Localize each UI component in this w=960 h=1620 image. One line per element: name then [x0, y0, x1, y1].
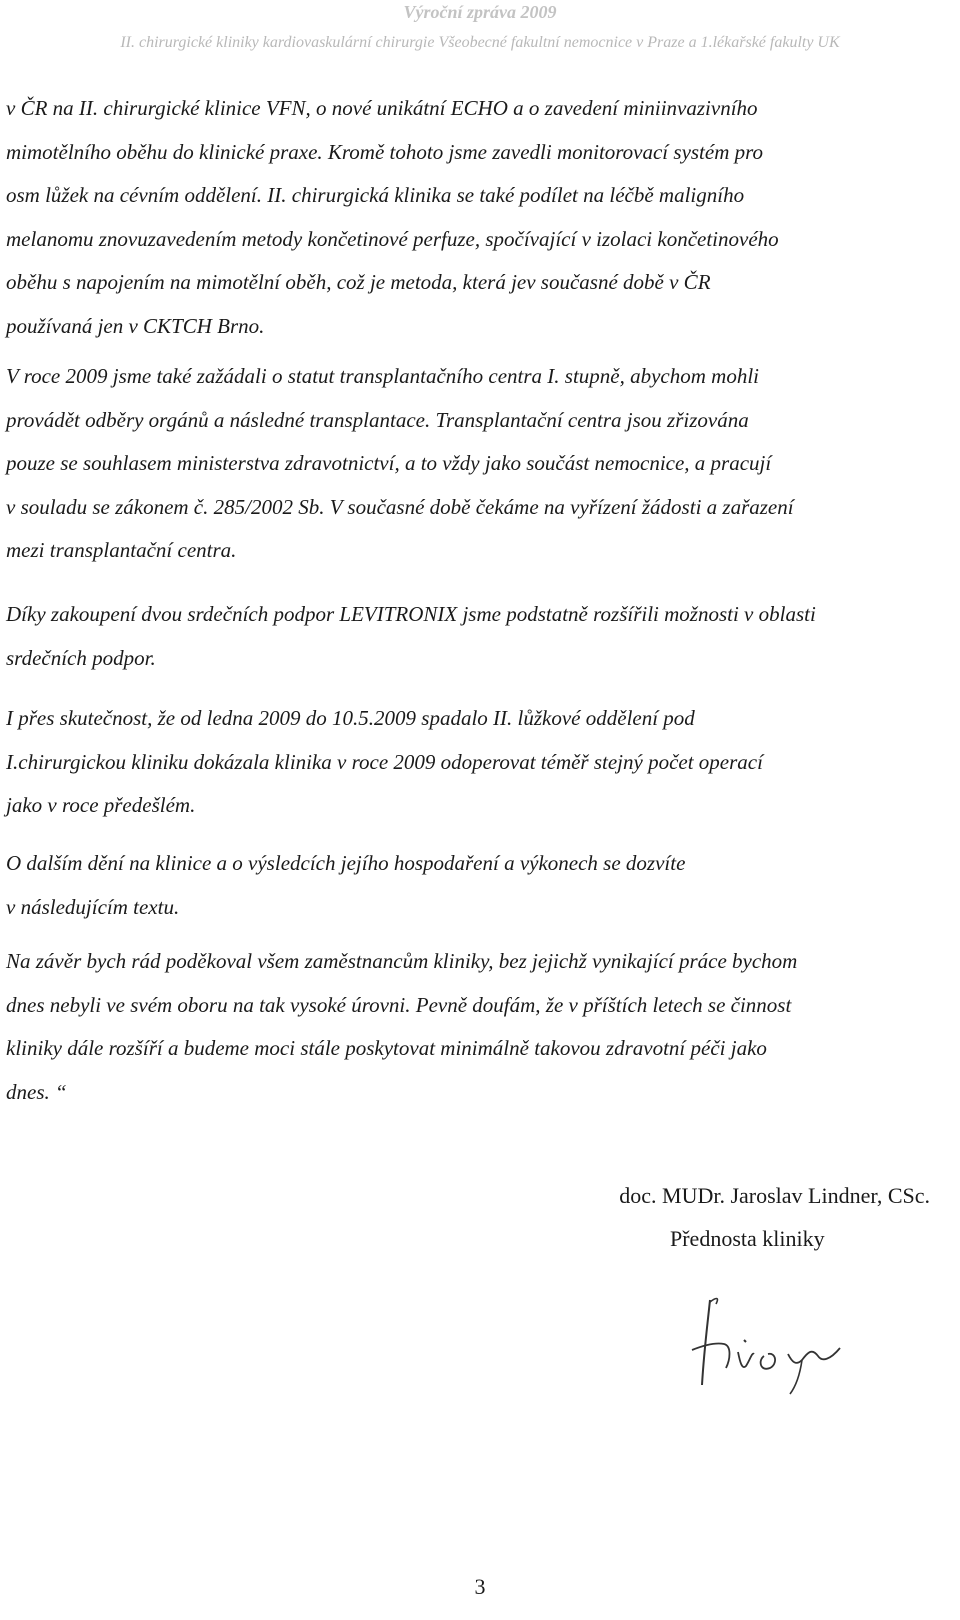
text-line: melanomu znovuzavedením metody končetinové perfuze, spočívající v izolaci končetinového: [6, 226, 779, 251]
paragraph-operations: [6, 697, 763, 828]
paragraph-further-info: [6, 842, 685, 929]
text-line: mimotělního oběhu do klinické praxe. Kromě tohoto jsme zavedli monitorovací systém pro: [6, 139, 764, 164]
paragraph-equipment: [6, 87, 779, 348]
signatory-name: doc. MUDr. Jaroslav Lindner, CSc.: [619, 1183, 930, 1208]
text-line: v souladu se zákonem č. 285/2002 Sb. V současné době čekáme na vyřízení žádosti a zařazení: [6, 494, 794, 519]
text-line: dnes nebyli ve svém oboru na tak vysoké úrovni. Pevně doufám, že v příštích letech se činnost: [6, 992, 792, 1017]
text-line: Díky zakoupení dvou srdečních podpor LEVITRONIX jsme podstatně rozšířili možnosti v oblasti: [6, 602, 816, 626]
report-subtitle: II. chirurgické kliniky kardiovaskulární chirurgie Všeobecné fakultní nemocnice v Praze a 1.lékařské fakulty UK: [120, 34, 840, 51]
paragraph-transplant-center: [6, 355, 794, 573]
text-line: srdečních podpor.: [6, 645, 156, 670]
signatory-role: Přednosta kliniky: [670, 1226, 825, 1251]
text-line: pouze se souhlasem ministerstva zdravotnictví, a to vždy jako součást nemocnice, a pracují: [6, 451, 772, 475]
paragraph-heart-support: [6, 593, 816, 680]
handwritten-signature: [680, 1290, 880, 1400]
text-line: kliniky dále rozšíří a budeme moci stále poskytovat minimálně takovou zdravotní péči jako: [6, 1036, 767, 1060]
text-line: mezi transplantační centra.: [6, 538, 237, 562]
text-line: v ČR na II. chirurgické klinice VFN, o nové unikátní ECHO a o zavedení miniinvazivního: [6, 96, 758, 120]
text-line: I přes skutečnost, že od ledna 2009 do 10.5.2009 spadalo II. lůžkové oddělení pod: [6, 706, 695, 730]
text-line: oběhu s napojením na mimotělní oběh, což je metoda, která jev současné době v ČR: [6, 270, 711, 294]
paragraph-thanks: [6, 940, 797, 1114]
text-line: dnes. “: [6, 1079, 67, 1104]
text-line: v následujícím textu.: [6, 894, 180, 919]
text-line: používaná jen v CKTCH Brno.: [6, 313, 265, 338]
page-number: 3: [474, 1574, 486, 1599]
report-title: Výroční zpráva 2009: [403, 2, 557, 22]
text-line: jako v roce předešlém.: [6, 793, 196, 817]
text-line: V roce 2009 jsme také zažádali o statut transplantačního centra I. stupně, abychom mohli: [6, 364, 760, 388]
text-line: provádět odběry orgánů a následné transplantace. Transplantační centra jsou zřizována: [6, 407, 749, 432]
text-line: O dalším dění na klinice a o výsledcích jejího hospodaření a výkonech se dozvíte: [6, 851, 686, 875]
text-line: I.chirurgickou kliniku dokázala klinika v roce 2009 odoperovat téměř stejný počet operací: [6, 749, 763, 774]
text-line: Na závěr bych rád poděkoval všem zaměstnancům kliniky, bez jejichž vynikající práce bychom: [6, 949, 798, 973]
text-line: osm lůžek na cévním oddělení. II. chirurgická klinika se také podílet na léčbě maligního: [6, 183, 745, 207]
